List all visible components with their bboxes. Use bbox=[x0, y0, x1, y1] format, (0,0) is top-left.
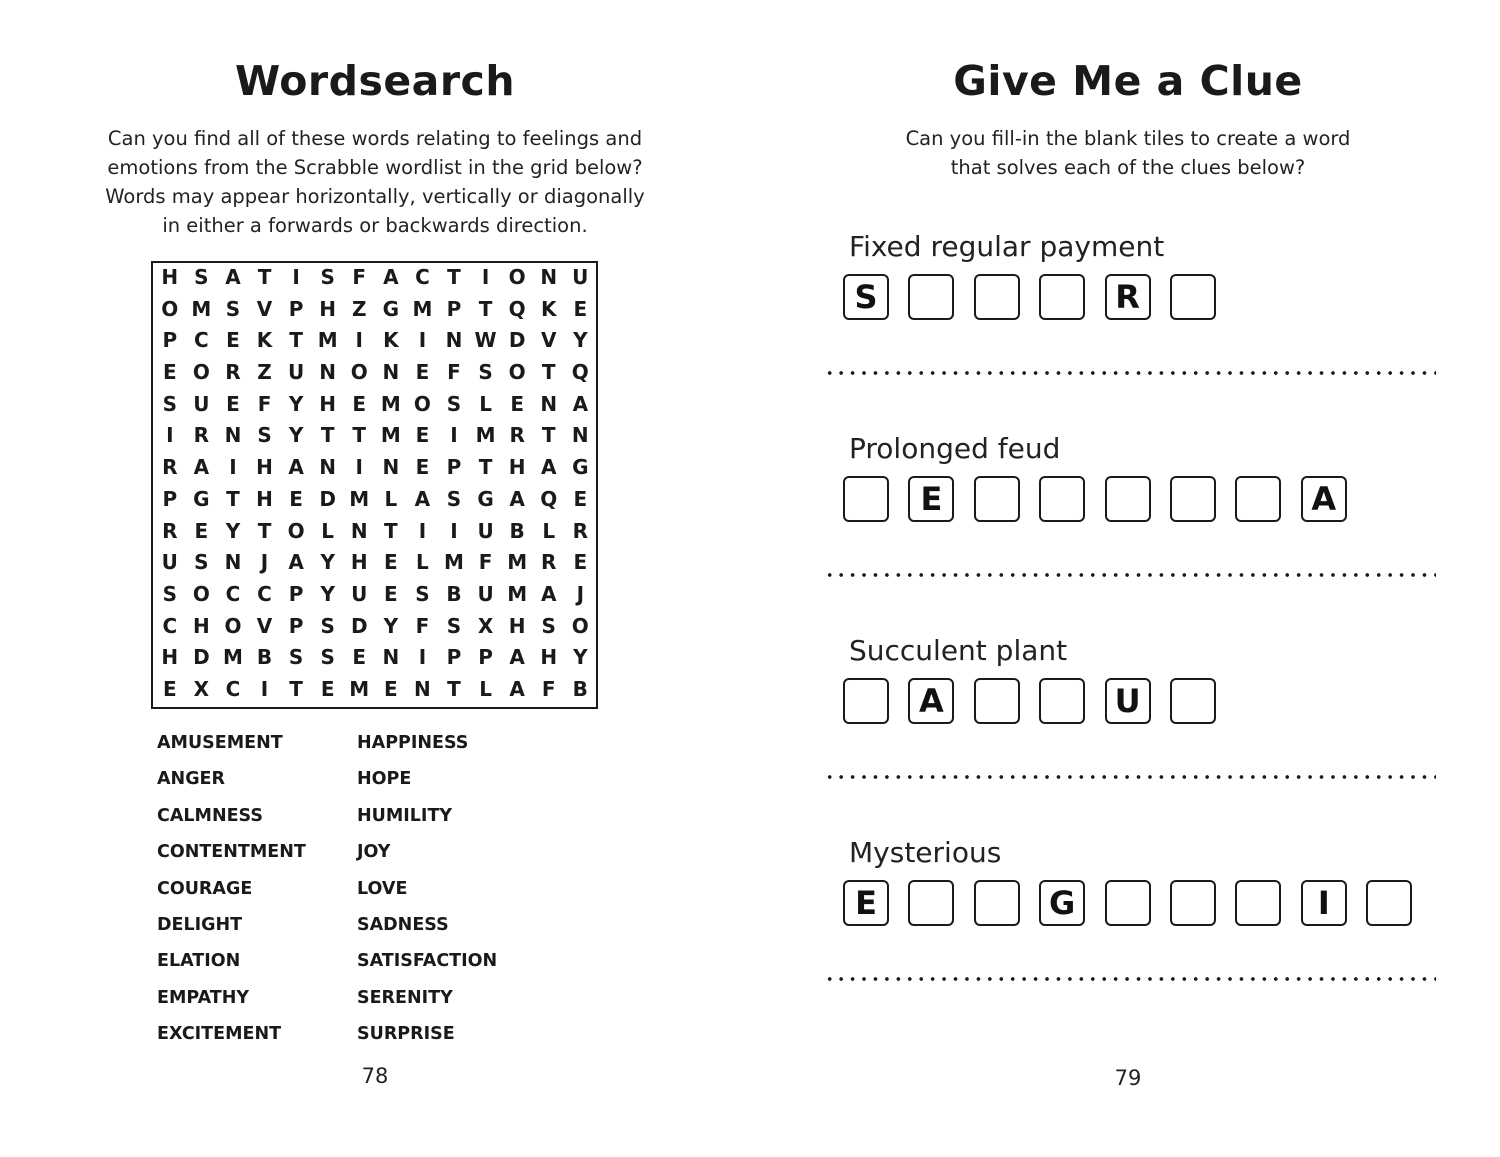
grid-letter: N bbox=[319, 360, 337, 385]
word-list-item: ELATION bbox=[157, 951, 241, 972]
grid-letter: Y bbox=[573, 645, 588, 670]
grid-letter: M bbox=[191, 296, 212, 321]
grid-letter: O bbox=[161, 296, 179, 321]
grid-letter: A bbox=[288, 550, 304, 575]
grid-letter: L bbox=[479, 676, 492, 701]
grid-letter: X bbox=[477, 613, 494, 638]
word-list-item: JOY bbox=[357, 842, 391, 863]
grid-letter: N bbox=[319, 455, 337, 480]
grid-letter: E bbox=[352, 391, 367, 416]
blank-tile[interactable] bbox=[1170, 476, 1216, 522]
grid-letter: U bbox=[477, 581, 494, 606]
grid-letter: F bbox=[415, 613, 430, 638]
grid-row bbox=[153, 357, 596, 389]
grid-letter: J bbox=[576, 581, 585, 606]
grid-letter: N bbox=[382, 360, 400, 385]
grid-letter: U bbox=[161, 550, 178, 575]
clue-puzzle-title: Give Me a Clue bbox=[953, 57, 1303, 105]
grid-letter: S bbox=[194, 550, 209, 575]
grid-letter: A bbox=[414, 486, 431, 511]
grid-letter: P bbox=[162, 328, 178, 353]
grid-letter: C bbox=[162, 613, 178, 638]
word-list-item: EXCITEMENT bbox=[157, 1024, 282, 1045]
grid-row bbox=[153, 611, 596, 643]
grid-letter: U bbox=[287, 360, 305, 385]
grid-letter: R bbox=[225, 360, 241, 385]
grid-letter: C bbox=[194, 328, 209, 353]
grid-letter: T bbox=[541, 360, 556, 385]
word-list bbox=[157, 730, 577, 1058]
grid-row bbox=[153, 420, 596, 452]
grid-letter: A bbox=[572, 391, 589, 416]
grid-letter: L bbox=[416, 550, 429, 575]
grid-letter: B bbox=[256, 645, 273, 670]
grid-letter: S bbox=[446, 613, 462, 638]
grid-letter: F bbox=[257, 391, 272, 416]
grid-letter: E bbox=[573, 486, 588, 511]
blank-tile[interactable] bbox=[908, 274, 954, 320]
blank-tile[interactable] bbox=[843, 476, 889, 522]
grid-letter: O bbox=[224, 613, 242, 638]
grid-letter: T bbox=[257, 265, 272, 289]
grid-letter: Y bbox=[573, 328, 588, 353]
grid-letter: E bbox=[510, 391, 524, 416]
grid-letter: N bbox=[540, 265, 558, 289]
grid-letter: D bbox=[319, 486, 336, 511]
blank-tile[interactable] bbox=[843, 678, 889, 724]
grid-letter: U bbox=[193, 391, 210, 416]
grid-letter: P bbox=[288, 613, 304, 638]
grid-letter: O bbox=[192, 360, 210, 385]
grid-letter: V bbox=[256, 296, 273, 321]
grid-letter: T bbox=[320, 423, 335, 448]
grid-letter: E bbox=[320, 676, 335, 701]
grid-letter: T bbox=[447, 265, 461, 289]
grid-letter: E bbox=[162, 360, 177, 385]
grid-row bbox=[153, 516, 596, 548]
grid-letter: A bbox=[509, 645, 525, 670]
grid-letter: Y bbox=[225, 518, 241, 543]
grid-letter: O bbox=[508, 360, 526, 385]
grid-letter: S bbox=[225, 296, 241, 321]
grid-letter: T bbox=[447, 676, 461, 701]
grid-letter: H bbox=[161, 645, 179, 670]
grid-letter: D bbox=[350, 613, 368, 638]
grid-letter: O bbox=[287, 518, 305, 543]
grid-letter: E bbox=[415, 423, 430, 448]
blank-tile[interactable] bbox=[1235, 880, 1281, 926]
grid-letter: P bbox=[446, 296, 462, 321]
grid-letter: L bbox=[321, 518, 335, 543]
grid-row bbox=[153, 547, 596, 579]
grid-row bbox=[153, 325, 596, 357]
grid-letter: E bbox=[384, 676, 398, 701]
word-list-item: LOVE bbox=[357, 878, 408, 899]
blank-tile[interactable] bbox=[1235, 476, 1281, 522]
grid-letter: N bbox=[350, 518, 368, 543]
grid-letter: N bbox=[571, 423, 589, 448]
grid-letter: M bbox=[444, 550, 464, 575]
letter-tile: S bbox=[843, 274, 889, 320]
blank-tile[interactable] bbox=[1170, 274, 1216, 320]
grid-letter: S bbox=[320, 645, 335, 670]
grid-letter: I bbox=[481, 265, 490, 289]
grid-letter: Z bbox=[352, 296, 367, 321]
grid-letter: M bbox=[380, 391, 401, 416]
grid-letter: T bbox=[384, 518, 398, 543]
blank-tile[interactable] bbox=[1105, 476, 1151, 522]
page-number: 78 bbox=[361, 1064, 389, 1088]
blank-tile[interactable] bbox=[974, 678, 1020, 724]
grid-letter: E bbox=[415, 360, 430, 385]
word-list-item: HUMILITY bbox=[357, 805, 453, 826]
grid-letter: Y bbox=[288, 423, 304, 448]
grid-letter: I bbox=[418, 328, 427, 353]
grid-letter: G bbox=[382, 296, 400, 321]
grid-letter: Q bbox=[508, 296, 526, 321]
grid-letter: K bbox=[540, 296, 557, 321]
word-list-item: SERENITY bbox=[357, 987, 453, 1008]
grid-letter: P bbox=[446, 645, 462, 670]
wordsearch-grid bbox=[151, 261, 598, 709]
grid-letter: I bbox=[418, 645, 427, 670]
grid-letter: L bbox=[384, 486, 398, 511]
grid-letter: N bbox=[382, 455, 400, 480]
letter-tile: E bbox=[908, 476, 954, 522]
grid-letter: Y bbox=[320, 550, 335, 575]
blank-tile[interactable] bbox=[1170, 678, 1216, 724]
grid-letter: F bbox=[478, 550, 493, 575]
grid-letter: R bbox=[572, 518, 588, 543]
word-list-item: SADNESS bbox=[357, 914, 449, 935]
grid-letter: A bbox=[540, 455, 557, 480]
grid-letter: Y bbox=[288, 391, 304, 416]
grid-letter: H bbox=[256, 455, 273, 480]
grid-letter: G bbox=[572, 455, 589, 480]
dotted-answer-line bbox=[824, 774, 1436, 780]
grid-letter: B bbox=[572, 676, 588, 701]
grid-letter: C bbox=[415, 265, 430, 289]
instruction-line: that solves each of the clues below? bbox=[950, 156, 1306, 179]
dotted-answer-line bbox=[824, 976, 1436, 982]
grid-letter: N bbox=[224, 550, 242, 575]
grid-letter: V bbox=[256, 613, 273, 638]
grid-letter: S bbox=[257, 423, 272, 448]
word-list-item: CALMNESS bbox=[157, 805, 263, 826]
letter-tile: U bbox=[1105, 678, 1151, 724]
grid-letter: T bbox=[289, 676, 303, 701]
grid-row bbox=[153, 642, 596, 674]
grid-letter: Q bbox=[571, 360, 589, 385]
grid-letter: E bbox=[384, 581, 398, 606]
blank-tile[interactable] bbox=[1170, 880, 1216, 926]
grid-letter: L bbox=[542, 518, 556, 543]
grid-letter: C bbox=[225, 676, 241, 701]
letter-tile: I bbox=[1301, 880, 1347, 926]
grid-letter: R bbox=[541, 550, 557, 575]
word-list-item: ANGER bbox=[157, 769, 225, 790]
grid-letter: A bbox=[288, 455, 304, 480]
grid-letter: S bbox=[162, 581, 177, 606]
clue-text: Mysterious bbox=[849, 836, 1002, 869]
grid-letter: P bbox=[446, 455, 462, 480]
grid-letter: Y bbox=[383, 613, 399, 638]
grid-letter: E bbox=[226, 328, 240, 353]
grid-letter: O bbox=[350, 360, 368, 385]
grid-letter: I bbox=[166, 423, 174, 448]
grid-letter: R bbox=[193, 423, 210, 448]
grid-letter: O bbox=[413, 391, 431, 416]
instruction-line: Words may appear horizontally, vertically or diagonally bbox=[105, 185, 645, 208]
grid-letter: T bbox=[541, 423, 556, 448]
grid-letter: S bbox=[446, 486, 462, 511]
grid-letter: P bbox=[288, 296, 304, 321]
word-list-item: DELIGHT bbox=[157, 914, 243, 935]
grid-letter: H bbox=[161, 265, 179, 289]
grid-row bbox=[153, 452, 596, 484]
grid-letter: E bbox=[226, 391, 240, 416]
instruction-line: Can you find all of these words relating to feelings and bbox=[107, 127, 643, 150]
word-list-item: HOPE bbox=[357, 769, 412, 790]
grid-letter: S bbox=[478, 360, 493, 385]
grid-letter: M bbox=[507, 550, 528, 575]
grid-letter: A bbox=[509, 676, 525, 701]
grid-letter: J bbox=[260, 550, 269, 575]
grid-letter: D bbox=[193, 645, 210, 670]
grid-letter: B bbox=[446, 581, 462, 606]
grid-letter: A bbox=[225, 265, 241, 289]
grid-letter: M bbox=[349, 676, 370, 701]
grid-letter: I bbox=[260, 676, 269, 701]
word-list-item: SURPRISE bbox=[357, 1024, 455, 1045]
dotted-answer-line bbox=[824, 572, 1436, 578]
grid-letter: H bbox=[192, 613, 210, 638]
grid-letter: O bbox=[571, 613, 589, 638]
letter-tile: G bbox=[1039, 880, 1085, 926]
grid-letter: M bbox=[475, 423, 496, 448]
grid-letter: S bbox=[415, 581, 430, 606]
grid-letter: R bbox=[162, 518, 178, 543]
blank-tile[interactable] bbox=[1366, 880, 1412, 926]
grid-letter: D bbox=[508, 328, 526, 353]
grid-letter: R bbox=[162, 455, 178, 480]
blank-tile[interactable] bbox=[974, 476, 1020, 522]
grid-letter: H bbox=[540, 645, 558, 670]
grid-letter: I bbox=[418, 518, 427, 543]
word-list-item: SATISFACTION bbox=[357, 951, 498, 972]
grid-letter: S bbox=[162, 391, 177, 416]
grid-letter: N bbox=[445, 328, 463, 353]
instruction-line: emotions from the Scrabble wordlist in the grid below? bbox=[107, 156, 643, 179]
grid-letter: E bbox=[352, 645, 367, 670]
grid-letter: T bbox=[257, 518, 272, 543]
grid-letter: E bbox=[289, 486, 303, 511]
grid-letter: U bbox=[351, 581, 368, 606]
grid-letter: S bbox=[194, 265, 209, 289]
grid-letter: A bbox=[540, 581, 557, 606]
grid-letter: M bbox=[222, 645, 243, 670]
grid-letter: H bbox=[256, 486, 273, 511]
blank-tile[interactable] bbox=[908, 880, 954, 926]
grid-letter: G bbox=[193, 486, 210, 511]
blank-tile[interactable] bbox=[1039, 678, 1085, 724]
grid-letter: C bbox=[225, 581, 241, 606]
clue-text: Prolonged feud bbox=[849, 432, 1061, 465]
grid-letter: N bbox=[382, 645, 400, 670]
grid-row bbox=[153, 484, 596, 516]
grid-row bbox=[153, 579, 596, 611]
grid-letter: O bbox=[508, 265, 526, 289]
instruction-line: Can you fill-in the blank tiles to create a word bbox=[905, 127, 1351, 150]
grid-row bbox=[153, 389, 596, 421]
grid-letter: H bbox=[350, 550, 368, 575]
grid-letter: U bbox=[477, 518, 494, 543]
grid-letter: G bbox=[477, 486, 494, 511]
grid-letter: M bbox=[380, 423, 401, 448]
grid-letter: E bbox=[194, 518, 209, 543]
grid-letter: N bbox=[540, 391, 558, 416]
grid-letter: M bbox=[317, 328, 338, 353]
grid-letter: S bbox=[288, 645, 304, 670]
grid-letter: X bbox=[193, 676, 210, 701]
grid-letter: E bbox=[384, 550, 398, 575]
grid-letter: A bbox=[509, 486, 525, 511]
dotted-answer-line bbox=[824, 370, 1436, 376]
grid-letter: H bbox=[508, 613, 526, 638]
grid-letter: H bbox=[319, 296, 337, 321]
grid-letter: M bbox=[412, 296, 433, 321]
grid-letter: T bbox=[226, 486, 240, 511]
grid-letter: S bbox=[320, 265, 335, 289]
grid-row bbox=[153, 262, 596, 294]
grid-letter: M bbox=[349, 486, 370, 511]
grid-letter: P bbox=[162, 486, 178, 511]
grid-row bbox=[153, 294, 596, 326]
grid-letter: P bbox=[478, 645, 493, 670]
page-number: 79 bbox=[1114, 1066, 1142, 1090]
grid-letter: K bbox=[256, 328, 273, 353]
grid-letter: O bbox=[192, 581, 210, 606]
grid-letter: T bbox=[478, 455, 493, 480]
clue-text: Fixed regular payment bbox=[849, 230, 1165, 263]
grid-letter: S bbox=[541, 613, 556, 638]
grid-letter: T bbox=[478, 296, 493, 321]
grid-letter: I bbox=[292, 265, 300, 289]
grid-letter: N bbox=[414, 676, 431, 701]
blank-tile[interactable] bbox=[974, 880, 1020, 926]
grid-letter: I bbox=[355, 328, 363, 353]
grid-letter: R bbox=[509, 423, 525, 448]
blank-tile[interactable] bbox=[974, 274, 1020, 320]
grid-letter: A bbox=[383, 265, 399, 289]
grid-letter: F bbox=[447, 360, 461, 385]
grid-letter: M bbox=[507, 581, 528, 606]
grid-letter: I bbox=[355, 455, 363, 480]
blank-tile[interactable] bbox=[1039, 476, 1085, 522]
blank-tile[interactable] bbox=[1039, 274, 1085, 320]
grid-letter: C bbox=[257, 581, 272, 606]
grid-letter: I bbox=[450, 518, 458, 543]
grid-letter: E bbox=[573, 296, 588, 321]
grid-letter: H bbox=[508, 455, 526, 480]
grid-letter: B bbox=[509, 518, 525, 543]
grid-letter: F bbox=[352, 265, 367, 289]
word-list-item: COURAGE bbox=[157, 878, 253, 899]
instruction-line: in either a forwards or backwards direction. bbox=[162, 214, 588, 237]
grid-letter: I bbox=[229, 455, 237, 480]
grid-letter: Y bbox=[320, 581, 335, 606]
word-list-item: HAPPINESS bbox=[357, 733, 469, 753]
grid-letter: T bbox=[352, 423, 367, 448]
letter-tile: E bbox=[843, 880, 889, 926]
word-list-item: AMUSEMENT bbox=[157, 733, 283, 753]
grid-letter: I bbox=[450, 423, 458, 448]
grid-letter: Q bbox=[540, 486, 558, 511]
grid-row bbox=[153, 674, 596, 706]
grid-letter: K bbox=[383, 328, 399, 353]
blank-tile[interactable] bbox=[1105, 880, 1151, 926]
clue-instructions bbox=[753, 124, 1500, 182]
wordsearch-title: Wordsearch bbox=[234, 57, 516, 105]
grid-letter: F bbox=[541, 676, 556, 701]
word-list-item: CONTENTMENT bbox=[157, 842, 306, 863]
grid-letter: Z bbox=[257, 360, 272, 385]
grid-letter: E bbox=[162, 676, 177, 701]
grid-letter: V bbox=[540, 328, 557, 353]
grid-letter: L bbox=[479, 391, 492, 416]
grid-letter: E bbox=[415, 455, 430, 480]
grid-letter: W bbox=[474, 328, 497, 353]
grid-letter: A bbox=[193, 455, 210, 480]
word-list-item: EMPATHY bbox=[157, 987, 250, 1008]
letter-tile: A bbox=[908, 678, 954, 724]
grid-letter: U bbox=[572, 265, 589, 289]
grid-letter: S bbox=[446, 391, 462, 416]
wordsearch-instructions bbox=[0, 124, 750, 240]
grid-letter: P bbox=[288, 581, 304, 606]
grid-letter: T bbox=[289, 328, 303, 353]
grid-letter: H bbox=[319, 391, 337, 416]
grid-letter: E bbox=[573, 550, 588, 575]
clue-text: Succulent plant bbox=[849, 634, 1068, 667]
grid-letter: S bbox=[320, 613, 335, 638]
grid-letter: N bbox=[224, 423, 242, 448]
letter-tile: R bbox=[1105, 274, 1151, 320]
right-page bbox=[750, 0, 1500, 1157]
letter-tile: A bbox=[1301, 476, 1347, 522]
